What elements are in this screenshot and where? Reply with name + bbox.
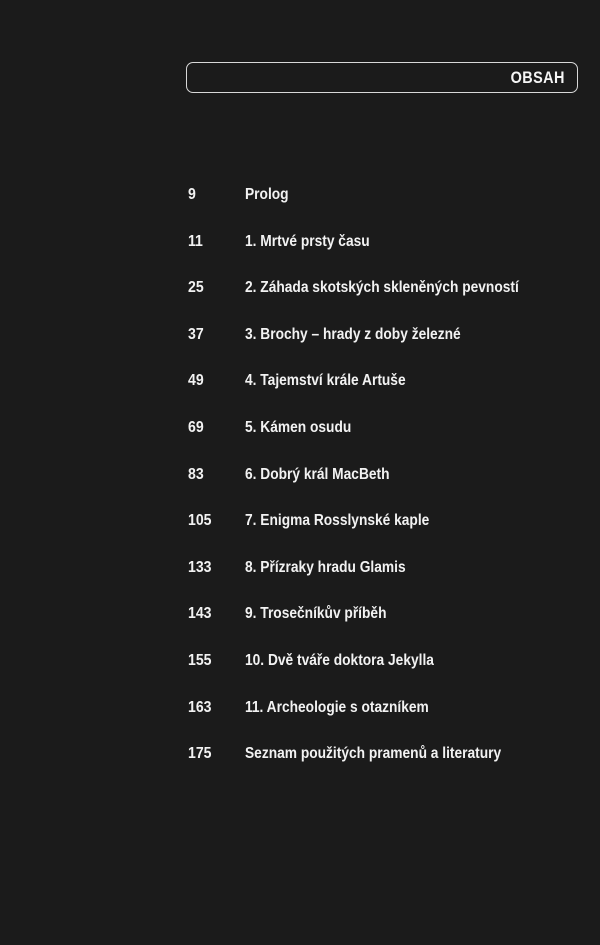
toc-page-number: 49 (188, 372, 204, 390)
toc-page-number: 11 (188, 232, 203, 250)
toc-row[interactable] (0, 229, 600, 276)
toc-entry-title: 1. Mrtvé prsty času (245, 232, 370, 250)
toc-page-number: 143 (188, 605, 212, 623)
toc-page-number: 9 (188, 186, 196, 203)
page-title: OBSAH (510, 68, 565, 87)
toc-row[interactable] (0, 695, 600, 742)
toc-page-number: 105 (188, 512, 212, 530)
toc-entry-title: 6. Dobrý král MacBeth (245, 465, 390, 483)
toc-entry-title: 2. Záhada skotských skleněných pevností (245, 279, 519, 297)
toc-row[interactable] (0, 368, 600, 415)
toc-row[interactable] (0, 741, 600, 788)
toc-entry-title: 9. Trosečníkův příběh (245, 605, 387, 623)
toc-row[interactable] (0, 601, 600, 648)
toc-page-number: 175 (188, 745, 212, 763)
toc-entry-title: 4. Tajemství krále Artuše (245, 372, 406, 390)
toc-entry-title: 11. Archeologie s otazníkem (245, 698, 429, 716)
toc-page-number: 133 (188, 558, 212, 576)
toc-entry-title: 7. Enigma Rosslynské kaple (245, 512, 430, 530)
toc-page-number: 37 (188, 325, 204, 343)
toc-entry-title: 8. Přízraky hradu Glamis (245, 558, 406, 576)
toc-entry-title: 5. Kámen osudu (245, 418, 352, 436)
table-of-contents (0, 182, 600, 788)
toc-page-number: 163 (188, 698, 212, 716)
toc-entry-title: 3. Brochy – hrady z doby železné (245, 325, 461, 343)
toc-page-number: 83 (188, 465, 204, 483)
toc-entry-title: Prolog (245, 186, 289, 203)
toc-entry-title: 10. Dvě tváře doktora Jekylla (245, 651, 434, 669)
toc-page-number: 25 (188, 279, 204, 297)
toc-row[interactable] (0, 275, 600, 322)
toc-entry-title: Seznam použitých pramenů a literatury (245, 745, 502, 763)
toc-row[interactable] (0, 555, 600, 602)
toc-page-number: 69 (188, 418, 204, 436)
toc-page-number: 155 (188, 651, 212, 669)
toc-row[interactable] (0, 415, 600, 462)
toc-row[interactable] (0, 182, 600, 229)
toc-row[interactable] (0, 462, 600, 509)
toc-row[interactable] (0, 322, 600, 369)
header-box (186, 62, 578, 93)
toc-row[interactable] (0, 508, 600, 555)
toc-row[interactable] (0, 648, 600, 695)
